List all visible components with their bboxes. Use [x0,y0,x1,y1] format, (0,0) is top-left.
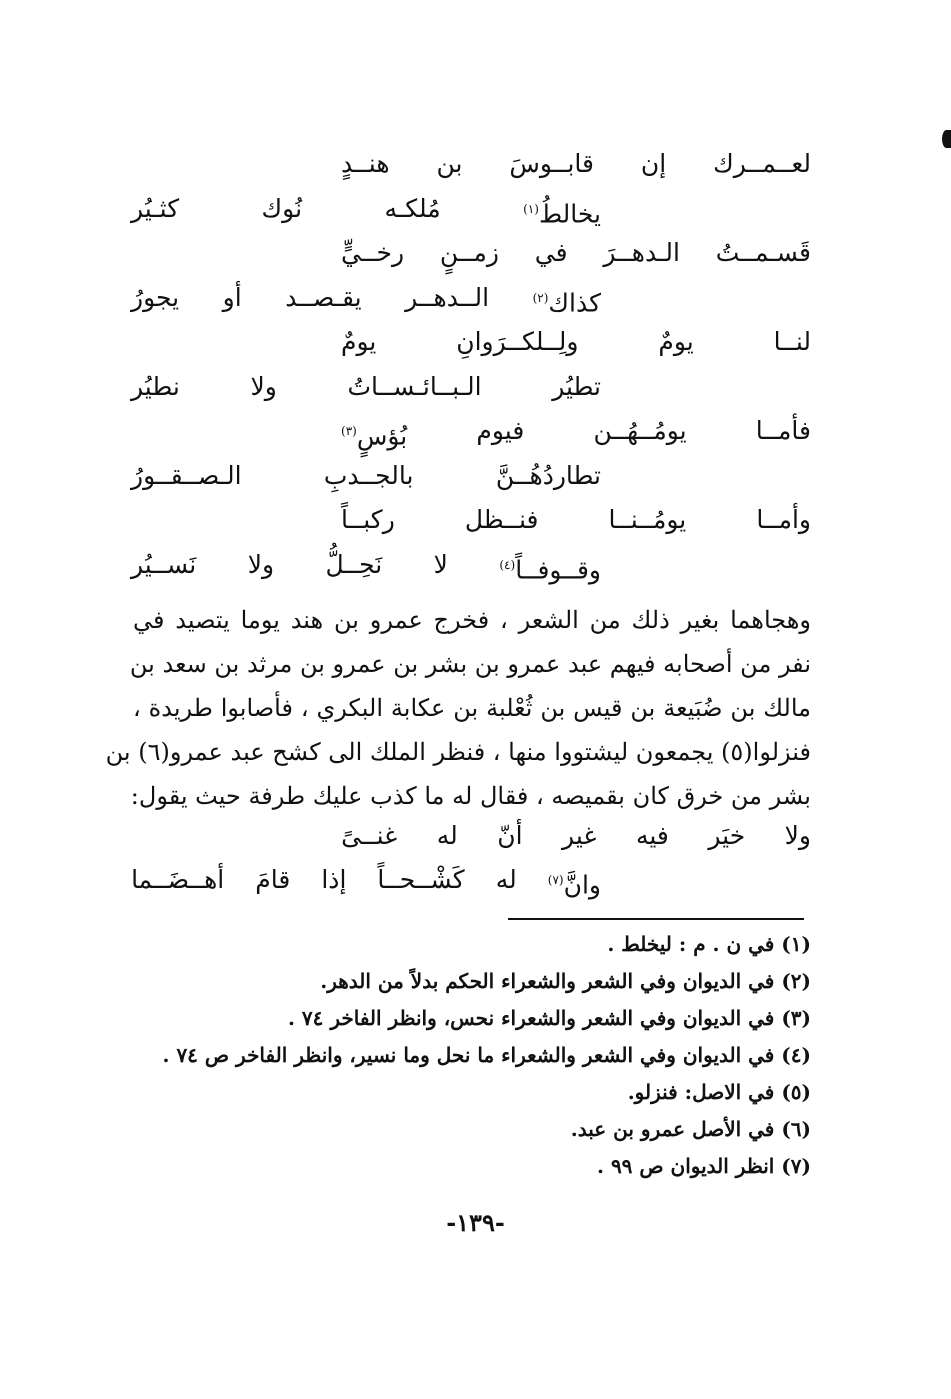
verse-word: ولِــلكــرَوانِ [456,327,579,356]
verse-word: يومٌ [341,327,377,356]
verse-word: قَسـمــتُ [715,238,811,267]
prose-line: بشر من خرق كان بقميصه ، فقال له ما كذب عليك طرفة حيث يقول: [130,782,811,810]
verse-word: زمــنٍ [439,238,499,267]
verse-word: إذا [321,865,347,894]
verse-first-hemistich [341,814,811,858]
verse-first-hemistich [341,231,811,275]
verse-word: ولا [784,821,811,850]
verse-line [131,858,811,902]
verse-word: كَشْــحــاً [377,865,465,894]
verse-word: ركبــاً [341,505,395,534]
footnote: (٦) في الأصل عمرو بن عبد. [570,1117,811,1141]
verse-word: الـبــائـســاتُ [347,371,482,401]
verse-word: بالجــدبِ [323,460,414,490]
verse-word: يومُــنــا [608,505,687,534]
verse-word: يومُــهُــن [593,416,687,445]
prose-paragraph [105,598,811,818]
footnote: (٣) في الديوان وفي الشعر والشعراء نحس، وانظر الفاخر ٧٤ . [287,1006,811,1030]
verse-word: وانَّ$^{(٧)}$ [547,870,601,900]
verse-word: قامَ [255,865,291,894]
verse-word: نُوك [261,193,303,223]
prose-line: مالك بن ضُبَيعة بن قيس بن ثُعْلبة بن عكابة البكري ، فأصابوا طريدة ، [133,694,811,722]
verse-line [131,276,811,320]
verse-word: أنّ [497,821,523,850]
verse-line [131,409,811,453]
prose-line: فنزلوا(٥) يجمعون ليشتووا منها ، فنظر الملك الى كشح عبد عمرو(٦) بن [105,738,811,766]
verse-line [131,454,811,498]
verse-second-hemistich [131,187,601,236]
verse-second-hemistich [131,365,601,409]
prose-line: نفر من أصحابه فيهم عبد عمرو بن بشر بن عمرو بن مرثد بن سعد بن [129,650,811,678]
verse-second-hemistich [131,858,601,907]
verse-line [131,142,811,186]
verse-second-hemistich [131,543,601,592]
verse-first-hemistich [341,320,811,364]
footnotes [131,926,811,1185]
verse-word: وقــوفــاً$^{(٤)}$ [499,554,601,584]
verse-second-hemistich [131,454,601,498]
verse-line [131,365,811,409]
footnote-marker: (٤) [499,557,516,572]
footnote-marker: (٣) [341,424,357,438]
verse-word: لعــمــرك [713,149,811,178]
footnote-separator [508,918,804,920]
verse-first-hemistich [341,142,811,186]
verse-word: يخالطُ$^{(١)}$ [523,198,601,228]
verse-word: فنــظل [464,505,539,534]
verse-word: الـصــقــورُ [131,460,242,490]
footnote: (٤) في الديوان وفي الشعر والشعراء ما نحل وما نسير، وانظر الفاخر ص ٧٤ . [162,1043,811,1067]
verse-word: تطيُر [552,371,601,401]
verse-line [131,187,811,231]
verse-first-hemistich [341,409,811,458]
verse-word: الــدهــر [405,282,490,312]
footnote: (٧) انظر الديوان ص ٩٩ . [597,1154,811,1178]
verse-word: فيوم [476,416,525,445]
footnote: (٥) في الاصل: فنزلو. [627,1080,811,1104]
verse-line [131,231,811,275]
verse-word: يومٌ [658,327,694,356]
page-number: -١٣٩- [446,1208,505,1237]
verse-word: في [534,238,568,267]
verse-word: غير [562,821,597,850]
verse-word: مُلكـه [384,193,441,223]
verse-word: فيه [635,821,669,850]
verse-line [131,543,811,587]
footnote: (٢) في الديوان وفي الشعر والشعراء الحكم بدلاً من الدهر. [320,969,811,993]
verse-word: لا [433,549,448,579]
verse-word: نَحِــلُّ [325,549,383,579]
prose-line: وهجاهما بغير ذلك من الشعر ، فخرج عمرو بن هند يوما يتصيد في [133,606,811,634]
verse-word: فأمــا [755,416,811,445]
verse-word: أهــضَــما [131,865,225,894]
verse-word: رخــيٍّ [341,238,405,267]
verse-word: يجورُ [131,282,180,312]
verse-word: له [436,821,458,850]
verse-word: قابــوسَ [509,149,594,178]
verse-first-hemistich [341,498,811,542]
verse-word: تطاردُهُــنَّ [495,460,601,490]
verse-word: يقـصــد [285,282,362,312]
verse-word: بن [436,149,463,178]
verse-word: غنــىً [341,821,398,850]
verse-word: كثـيُر [131,193,180,223]
footnote-marker: (١) [523,201,539,216]
verse-word: أو [222,282,242,312]
footnote-marker: (٢) [532,290,549,305]
page-edge-mark [942,130,951,148]
verse-line [131,814,811,858]
footnote-marker: (٧) [547,873,564,887]
verse-word: نطيُر [131,371,180,401]
verse-word: ولا [247,549,275,579]
verse-line [131,320,811,364]
verse-word: الـدهــرَ [603,238,680,267]
verse-word: هنــدٍ [341,149,390,178]
verse-word: وأمــا [756,505,811,534]
footnote: (١) في ن . م : ليخلط . [607,932,811,956]
verse-word: نَســيُر [131,549,197,579]
verse-word: ولا [250,371,277,401]
verse-second-hemistich [131,276,601,325]
verse-word: له [495,865,517,894]
verse-word: لنــا [773,327,811,356]
verse-word: إن [640,149,667,178]
verse-word: كذاك$^{(٢)}$ [532,287,601,317]
verse-word: بُؤسٍ$^{(٣)}$ [341,421,408,451]
verse-line [131,498,811,542]
verse-word: خيَر [708,821,746,850]
